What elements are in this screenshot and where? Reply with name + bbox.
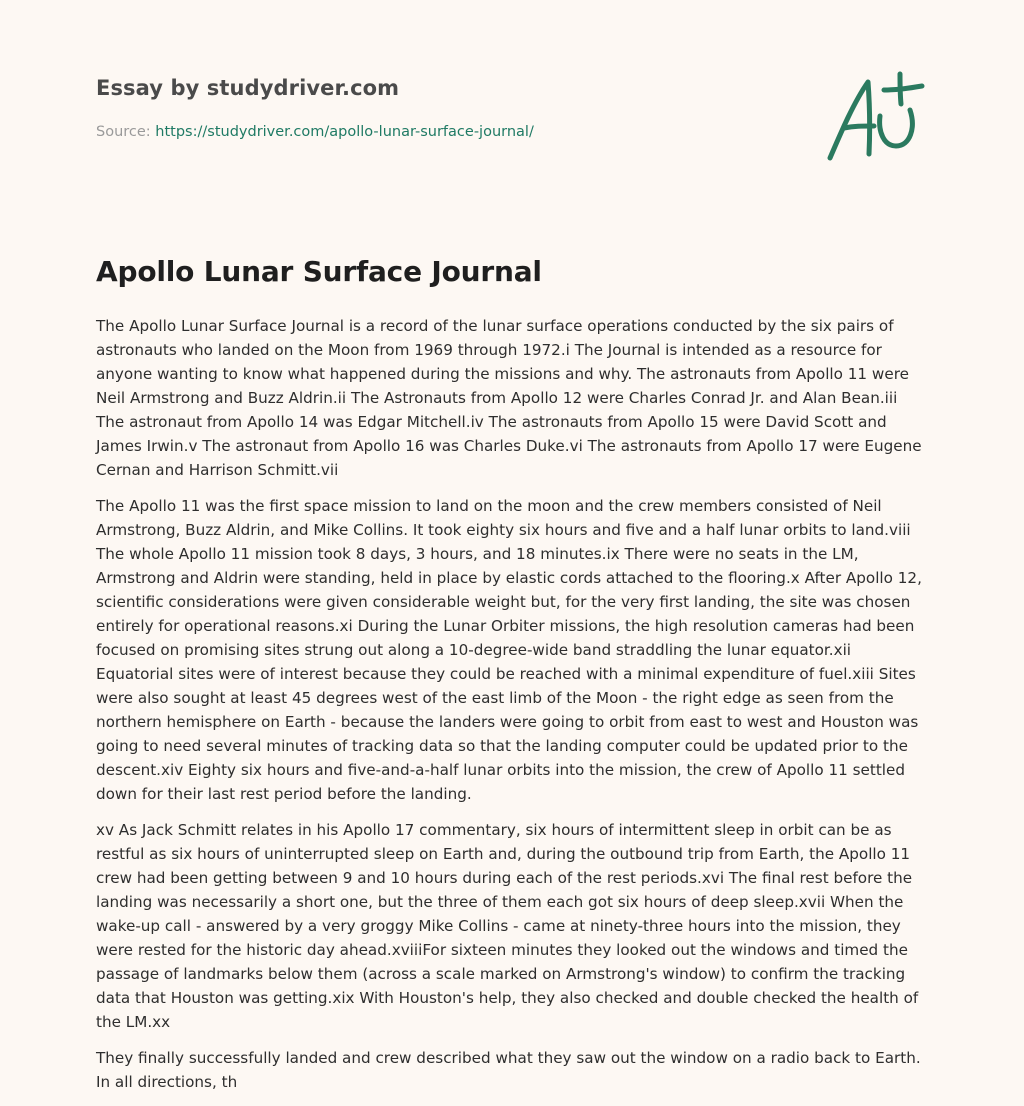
essay-paragraph: The Apollo 11 was the first space mission to land on the moon and the crew members consisted of Neil Armstrong, Buzz Aldrin, and Mike Collins. It took eighty six hours and five and a half lunar orbits to land.viii The whole Apollo 11 mission took 8 days, 3 hours, and 18 minutes.ix There were no seats in the LM, Armstrong and Aldrin were standing, held in place by elastic cords attached to the flooring.x After Apollo 12, scientific considerations were given considerable weight but, for the very first landing, the site was chosen entirely for operational reasons.xi During the Lunar Orbiter missions, the high resolution cameras had been focused on promising sites strung out along a 10-degree-wide band straddling the lunar equator.xii Equatorial sites were of interest because they could be reached with a minimal expenditure of fuel.xiii Sites were also sought at least 45 degrees west of the east limb of the Moon - the right edge as seen from the northern hemisphere on Earth - because the landers were going to orbit from east to west and Houston was going to need several minutes of tracking data so that the landing computer could be updated prior to the descent.xiv Eighty six hours and five-and-a-half lunar orbits into the mission, the crew of Apollo 11 settled down for their last rest period before the landing. — [96, 497, 922, 803]
source-link[interactable]: https://studydriver.com/apollo-lunar-surface-journal/ — [155, 124, 534, 140]
source-label: Source: — [96, 124, 151, 140]
essay-paragraph: xv As Jack Schmitt relates in his Apollo 17 commentary, six hours of intermittent sleep in orbit can be as restful as six hours of uninterrupted sleep on Earth and, during the outbound trip from Earth, the Apollo 11 crew had been getting between 9 and 10 hours during each of the rest periods.xvi The final rest before the landing was necessarily a short one, but the three of them each got six hours of deep sleep.xvii When the wake-up call - answered by a very groggy Mike Collins - came at ninety-three hours into the mission, they were rested for the historic day ahead.xviiiFor sixteen minutes they looked out the windows and timed the passage of landmarks below them (across a scale marked on Armstrong's window) to confirm the tracking data that Houston was getting.xix With Houston's help, they also checked and double checked the health of the LM.xx — [96, 821, 919, 1031]
source-line — [96, 124, 534, 140]
essay-paragraph: They finally successfully landed and crew described what they saw out the window on a radio back to Earth. In all directions, th — [96, 1049, 921, 1091]
essay-paragraph: The Apollo Lunar Surface Journal is a record of the lunar surface operations conducted by the six pairs of astronauts who landed on the Moon from 1969 through 1972.i The Journal is intended as a resource for anyone wanting to know what happened during the missions and why. The astronauts from Apollo 11 were Neil Armstrong and Buzz Aldrin.ii The Astronauts from Apollo 12 were Charles Conrad Jr. and Alan Bean.iii The astronaut from Apollo 14 was Edgar Mitchell.iv The astronauts from Apollo 15 were David Scott and James Irwin.v The astronaut from Apollo 16 was Charles Duke.vi The astronauts from Apollo 17 were Eugene Cernan and Harrison Schmitt.vii — [96, 317, 922, 479]
essay-title: Apollo Lunar Surface Journal — [96, 255, 542, 288]
brand-title: Essay by studydriver.com — [96, 76, 400, 100]
header — [96, 0, 928, 200]
a-plus-logo-icon — [824, 68, 928, 164]
essay-body — [96, 314, 928, 1106]
page — [96, 0, 928, 1091]
